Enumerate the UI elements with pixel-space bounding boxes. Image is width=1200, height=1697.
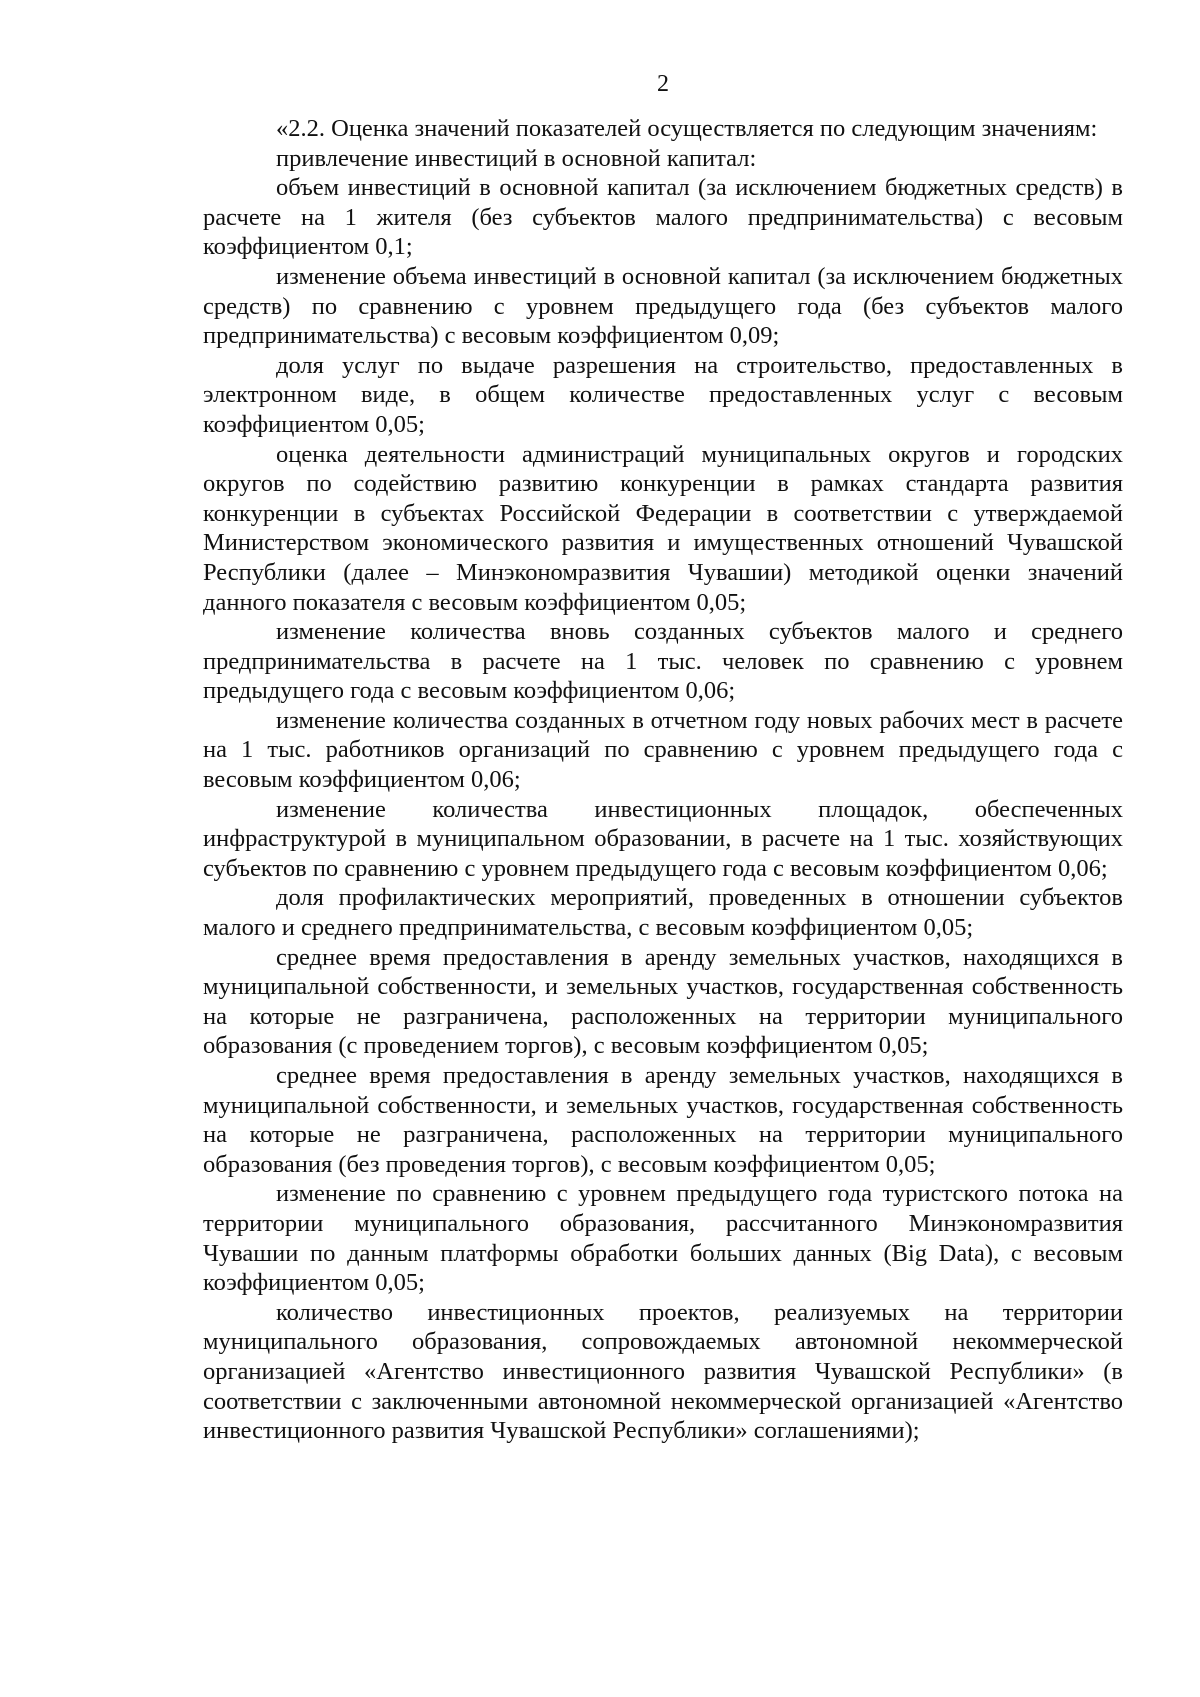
paragraph: изменение количества инвестиционных площадок, обеспеченных инфраструктурой в муниципальном образовании, в расчете на 1 тыс. хозяйствующих субъектов по сравнению с уровнем предыдущего года с весовым коэффициентом 0,06; [203,795,1123,882]
paragraph: «2.2. Оценка значений показателей осуществляется по следующим значениям: [276,115,1098,142]
paragraph: привлечение инвестиций в основной капитал: [276,144,757,172]
paragraph: изменение количества вновь созданных субъектов малого и среднего предпринимательства в расчете на 1 тыс. человек по сравнению с уровнем предыдущего года с весовым коэффициентом 0,06; [203,618,1123,705]
paragraph: изменение объема инвестиций в основной капитал (за исключением бюджетных средств) по сравнению с уровнем предыдущего года (без субъектов малого предпринимательства) с весовым коэффициентом 0,09; [203,262,1123,350]
page-number: 2 [657,71,669,97]
paragraph: среднее время предоставления в аренду земельных участков, находящихся в муниципальной собственности, и земельных участков, государственная собственность на которые не разграничена, расположенных на территории муниципального образования (без проведения торгов), с весовым коэффициентом 0,05; [203,1062,1123,1178]
paragraph: изменение количества созданных в отчетном году новых рабочих мест в расчете на 1 тыс. работников организаций по сравнению с уровнем предыдущего года с весовым коэффициентом 0,06; [203,706,1123,794]
paragraph: доля услуг по выдаче разрешения на строительство, предоставленных в электронном виде, в общем количестве предоставленных услуг с весовым коэффициентом 0,05; [203,351,1123,438]
paragraph: изменение по сравнению с уровнем предыдущего года туристского потока на территории муниципального образования, рассчитанного Минэкономразвития Чувашии по данным платформы обработки больших данных (Big Data), с весовым коэффициентом 0,05; [203,1180,1123,1297]
paragraph: доля профилактических мероприятий, проведенных в отношении субъектов малого и среднего предпринимательства, с весовым коэффициентом 0,05; [203,884,1123,942]
paragraph: среднее время предоставления в аренду земельных участков, находящихся в муниципальной собственности, и земельных участков, государственная собственность на которые не разграничена, расположенных на территории муниципального образования (с проведением торгов), с весовым коэффициентом 0,05; [203,943,1123,1060]
paragraph: количество инвестиционных проектов, реализуемых на территории муниципального образования, сопровождаемых автономной некоммерческой организацией «Агентство инвестиционного развития Чувашской Республики» (в соответствии с заключенными автономной некоммерческой организацией «Агентство инвестиционного развития Чувашской Республики» соглашениями); [203,1298,1123,1445]
document-page [203,70,1123,1446]
body-text [203,114,1123,1446]
paragraph: объем инвестиций в основной капитал (за исключением бюджетных средств) в расчете на 1 жителя (без субъектов малого предпринимательства) с весовым коэффициентом 0,1; [203,174,1123,261]
paragraph: оценка деятельности администраций муниципальных округов и городских округов по содействию развитию конкуренции в рамках стандарта развития конкуренции в субъектах Российской Федерации в соответствии с утверждаемой Министерством экономического развития и имущественных отношений Чувашской Республики (далее – Минэкономразвития Чувашии) методикой оценки значений данного показателя с весовым коэффициентом 0,05; [203,440,1123,616]
